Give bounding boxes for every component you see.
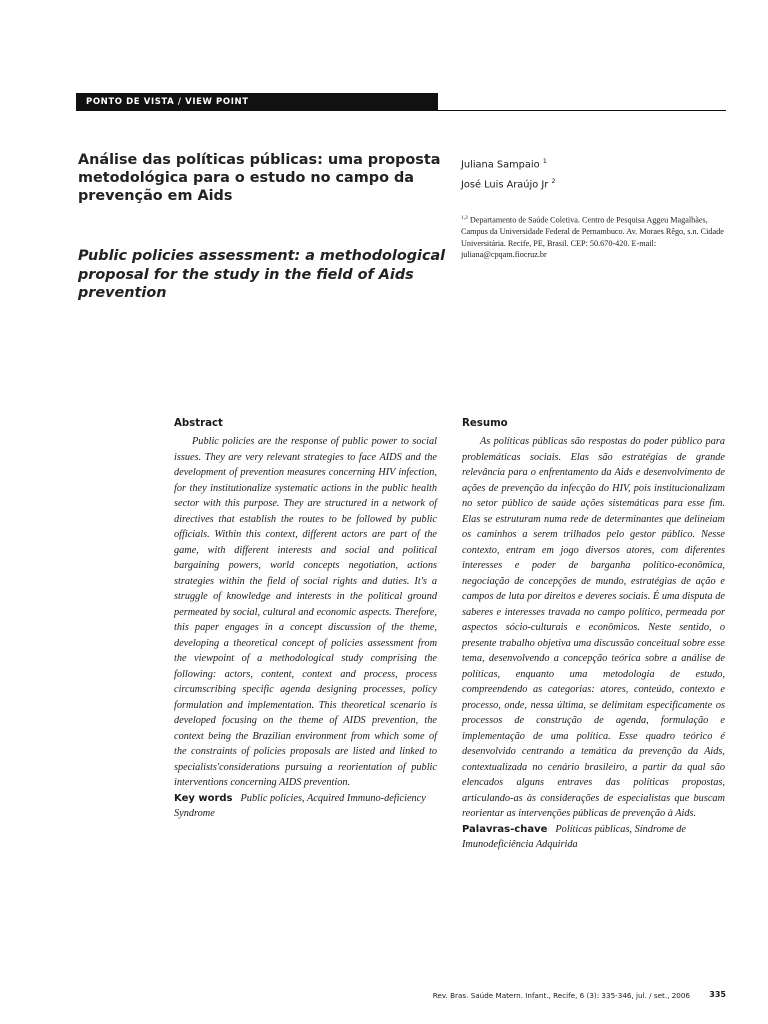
author-2 — [461, 173, 556, 193]
title-portuguese: Análise das políticas públicas: uma proposta metodológica para o estudo no campo da prevenção em Aids — [78, 152, 441, 204]
journal-citation: Rev. Bras. Saúde Matern. Infant., Recife, 6 (3): 335-346, jul. / set., 2006 — [432, 991, 690, 1000]
resumo-keywords — [462, 822, 725, 853]
keywords-label: Key words — [174, 792, 233, 804]
palavras-chave-text: Políticas públicas, Síndrome de Imunodeficiência Adquirida — [462, 823, 686, 850]
author-superscript: 2 — [551, 177, 556, 186]
affiliation — [461, 213, 729, 261]
section-header-bar — [76, 93, 438, 111]
abstract-heading: Abstract — [174, 418, 223, 429]
author-1 — [461, 153, 556, 173]
author-list — [461, 153, 556, 194]
resumo-section — [462, 418, 725, 853]
author-superscript: 1 — [542, 157, 547, 165]
resumo-heading: Resumo — [462, 418, 508, 429]
abstract-section — [174, 418, 437, 822]
page-number: 335 — [709, 990, 726, 999]
affiliation-text: Departamento de Saúde Coletiva. Centro de Pesquisa Aggeu Magalhães, Campus da Universidade Federal de Pernambuco. Av. Moraes Rêgo, s.n. Cidade Universitária. Recife, PE, Brasil. CEP: 50.670-420. E-mail: juliana@cpqam.fiocruz.br — [461, 215, 724, 260]
section-divider — [438, 110, 726, 111]
resumo-body: As políticas públicas são respostas do poder público para problemáticas sociais. Elas são estratégias de grande relevância para o enfrentamento da Aids e desenvolvimento de ações de prevenção da infecção do HIV, pois institucionalizam no setor público de saúde ações sistemáticas para esse fim. Elas se estruturam numa rede de determinantes que delineiam os caminhos a serem trilhados pelo gestor público. Nesse contexto, entram em jogo diversos atores, com diferentes interesses e poder de barganha político-econômica, negociação de concepções de mundo, estratégias de ação e campos de luta por direitos e deveres sociais. É uma disputa de saberes e interesses travada no campo político, permeada por aspectos sócio-culturais e econômicos. Neste sentido, o presente trabalho objetiva uma discussão conceitual sobre esse tema, desenvolvendo a concepção teórica sobre a análise de políticas, enquanto uma metodologia de estudo, compreendendo as categorias: atores, conteúdo, contexto e processo, onde, nessa última, se delimitam especificamente os processos de construção de agenda, formulação e implementação de uma política. Esse quadro teórico é desenvolvido centrando a temática da prevenção da Aids, contextualizada no cenário brasileiro, a partir da qual são elencados alguns entraves das políticas propostas, articulando-as às considerações de especialistas que buscam reorientar as intervenções públicas de prevenção à Aids. — [462, 436, 725, 819]
section-label: PONTO DE VISTA / VIEW POINT — [86, 97, 249, 107]
affiliation-superscript: 1,2 — [461, 215, 468, 221]
author-name: José Luis Araújo Jr — [461, 179, 549, 191]
abstract-keywords — [174, 791, 437, 822]
title-english: Public policies assessment: a methodological proposal for the study in the field of Aids prevention — [78, 248, 446, 301]
author-name: Juliana Sampaio — [461, 159, 540, 171]
keywords-text: Public policies, Acquired Immuno-deficiency Syndrome — [174, 792, 426, 819]
palavras-chave-label: Palavras-chave — [462, 823, 548, 835]
abstract-body: Public policies are the response of public power to social issues. They are very relevant strategies to face AIDS and the development of prevention measures concerning HIV infection, for they institutionalize systematic actions in the public health sector with this purpose. They are structured in a network of directives that establish the routes to be followed by public officials. Within this context, different actors are part of the game, with different interests and social and political bargaining powers, world concepts negotiation, actions strategies within the field of social rights and duties. It's a struggle of knowledge and interests in the political ground permeated by social, cultural and economic aspects. Therefore, this paper engages in a concept discussion of the theme, developing a theoretical concept of policies assessment from the viewpoint of a methodological study comprising the following: actors, content, context and process, process circumscribing specific agenda designing processes, policy formulation and implementation. This theoretical scenario is developed focusing on the theme of AIDS prevention, the context being the Brazilian environment from which some of the constraints of policies proposals are listed and linked to specialists'considerations pursuing a reorientation of public interventions concerning AIDS prevention. — [174, 436, 437, 788]
